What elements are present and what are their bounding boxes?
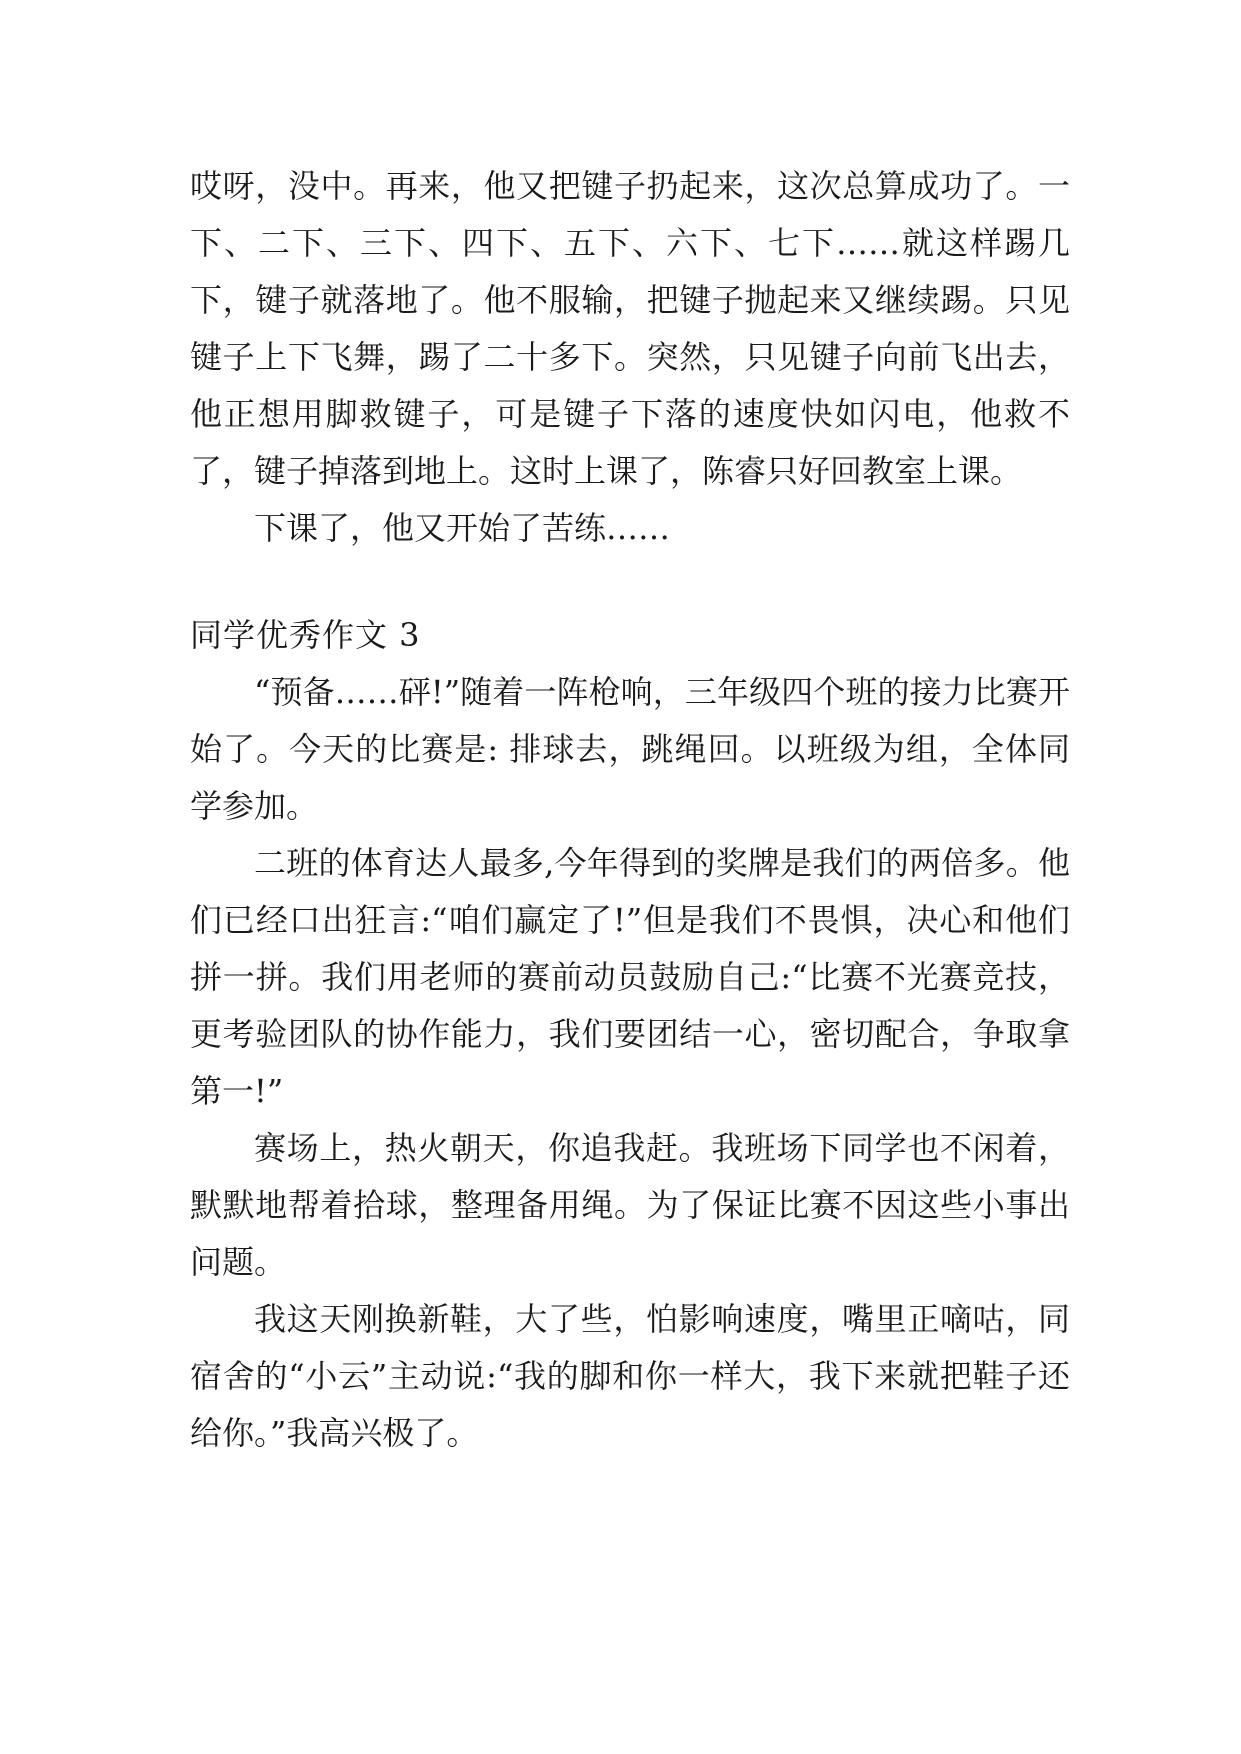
paragraph-practice: 下课了，他又开始了苦练…… [254, 509, 671, 547]
section-spacer [190, 557, 1070, 607]
document-body [190, 158, 1070, 1462]
paragraph-race-start: “预备……砰!”随着一阵枪响，三年级四个班的接力比赛开始了。今天的比赛是: 排球去，跳绳回。以班级为组，全体同学参加。 [190, 673, 1070, 825]
section-heading: 同学优秀作文 3 [190, 616, 421, 654]
paragraph-class-two: 二班的体育达人最多,今年得到的奖牌是我们的两倍多。他们已经口出狂言:“咱们赢定了!”但是我们不畏惧，决心和他们拼一拼。我们用老师的赛前动员鼓励自己:“比赛不光赛竞技，更考验团队的协作能力，我们要团结一心，密切配合，争取拿第一!” [190, 844, 1070, 1110]
paragraph-field: 赛场上，热火朝天，你追我赶。我班场下同学也不闲着，默默地帮着拾球，整理备用绳。为了保证比赛不因这些小事出问题。 [190, 1129, 1070, 1281]
paragraph-new-shoes: 我这天刚换新鞋，大了些，怕影响速度，嘴里正嘀咕，同宿舍的“小云”主动说:“我的脚和你一样大，我下来就把鞋子还给你。”我高兴极了。 [190, 1300, 1070, 1452]
paragraph-continued: 哎呀，没中。再来，他又把键子扔起来，这次总算成功了。一下、二下、三下、四下、五下、六下、七下……就这样踢几下，键子就落地了。他不服输，把键子抛起来又继续踢。只见键子上下飞舞，踢了二十多下。突然，只见键子向前飞出去，他正想用脚救键子，可是键子下落的速度快如闪电，他救不了，键子掉落到地上。这时上课了，陈睿只好回教室上课。 [190, 167, 1070, 490]
